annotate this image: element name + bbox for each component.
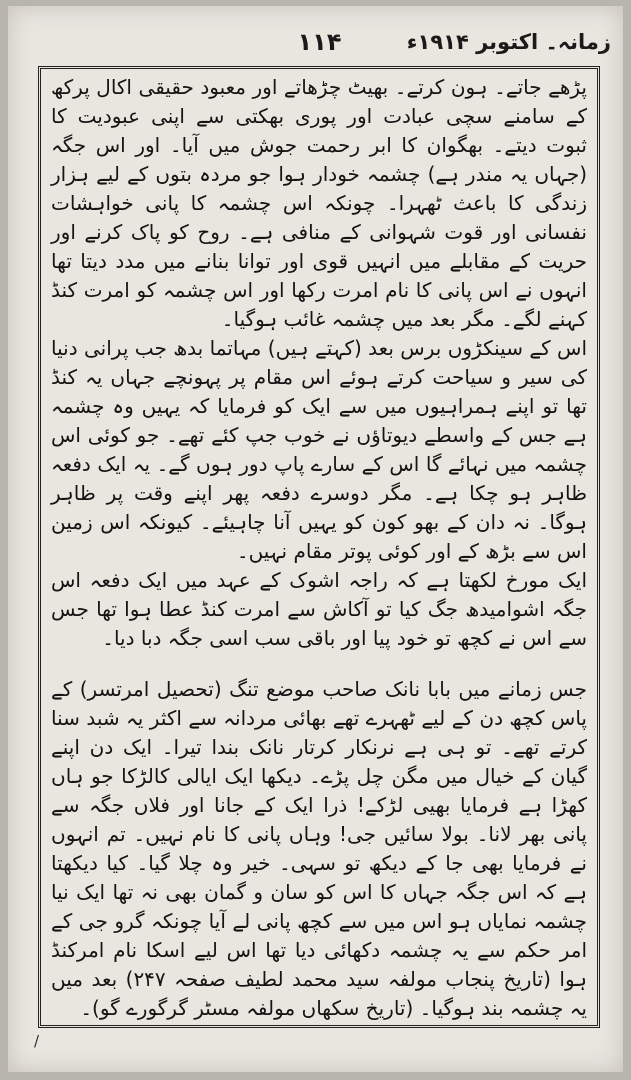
paragraph-1: پڑھے جاتے۔ ہون کرتے۔ بھیٹ چڑھاتے اور معبود حقیقی اکال پرکھ کے سامنے سچی عبادت اور پوری بھکتی سے اپنی عبودیت کا ثبوت دیتے۔ بھگوان کا ابر رحمت جوش میں آیا۔ اور اس جگہ (جہاں یہ مندر ہے) چشمہ خودار ہوا جو مردہ بتوں کے لیے ہزار زندگی کا باعث ٹھہرا۔ چونکہ اس چشمہ کا پانی خواہشات نفسانی اور قوت شہوانی کے منافی ہے۔ روح کو پاک کرنے اور حریت کے مقابلے میں انہیں قوی اور توانا بنانے میں مدد دیتا تھا انہوں نے اس پانی کا نام امرت رکھا اور اس چشمہ کو امرت کنڈ کہنے لگے۔ مگر بعد میں چشمہ غائب ہوگیا۔ <box>51 75 587 331</box>
paragraph-3: ایک مورخ لکھتا ہے کہ راجہ اشوک کے عہد میں ایک دفعہ اس جگہ اشوامیدھ جگ کیا تو آکاش سے امرت کنڈ عطا ہوا تھا جس سے اس نے کچھ تو خود پیا اور باقی سب اسی جگہ دبا دیا۔ <box>51 568 587 650</box>
page-number: ۱۱۴ <box>297 28 342 56</box>
page-header <box>28 28 611 62</box>
book-page <box>8 6 623 1072</box>
text-frame <box>38 66 600 1028</box>
footer-mark: / <box>34 1032 40 1050</box>
paragraph-4: جس زمانے میں بابا نانک صاحب موضع تنگ (تحصیل امرتسر) کے پاس کچھ دن کے لیے ٹھہرے تھے بھائی مردانہ سے اکثر یہ شبد سنا کرتے تھے۔ تو ہی ہے نرنکار کرتار نانک بندا تیرا۔ ایک دن اپنے گیان کے خیال میں مگن چل پڑے۔ دیکھا ایک ایالی کالڑکا جو ہاں کھڑا ہے فرمایا بھیی لڑکے! ذرا ایک کے جانا اور فلاں جگہ سے پانی بھر لانا۔ بولا سائیں جی! وہاں پانی کا نام نہیں۔ تم انہوں نے فرمایا بھی جا کے دیکھ تو سہی۔ خیر وہ چلا گیا۔ کیا دیکھتا ہے کہ اس جگہ جہاں کا اس کو سان و گمان بھی نہ تھا ایک نیا چشمہ نمایاں ہو اس میں سے کچھ پانی لے آیا چونکہ گرو جی کے امر حکم سے یہ چشمہ دکھائی دیا تھا اس لیے اسکا نام امرکنڈ ہوا (تاریخ پنجاب مولفہ سید محمد لطیف صفحہ ۲۴۷) بعد میں یہ چشمہ بند ہوگیا۔ (تاریخ سکھاں مولفہ مسٹر گرگورے گو)۔ <box>51 677 587 1020</box>
body-text <box>51 73 587 1023</box>
paragraph-2: اس کے سینکڑوں برس بعد (کہتے ہیں) مہاتما بدھ جب پرانی دنیا کی سیر و سیاحت کرتے ہوئے اس مقام پر پہونچے جہاں یہ کنڈ تھا تو اپنے ہمراہیوں میں سے ایک کو فرمایا کہ یہیں وہ چشمہ ہے جس کے واسطے دیوتاؤں نے خوب جپ کئے تھے۔ جو کوئی اس چشمہ میں نہائے گا اس کے سارے پاپ دور ہوں گے۔ یہ ایک دفعہ ظاہر ہو چکا ہے۔ مگر دوسرے دفعہ پھر اپنے وقت پر ظاہر ہوگا۔ نہ دان کے بھو کون کو یہیں آنا چاہیئے۔ کیونکہ اس زمین اس سے بڑھ کے اور کوئی پوتر مقام نہیں۔ <box>51 336 587 563</box>
running-title: زمانہ۔ اکتوبر ۱۹۱۴ء <box>406 30 611 54</box>
